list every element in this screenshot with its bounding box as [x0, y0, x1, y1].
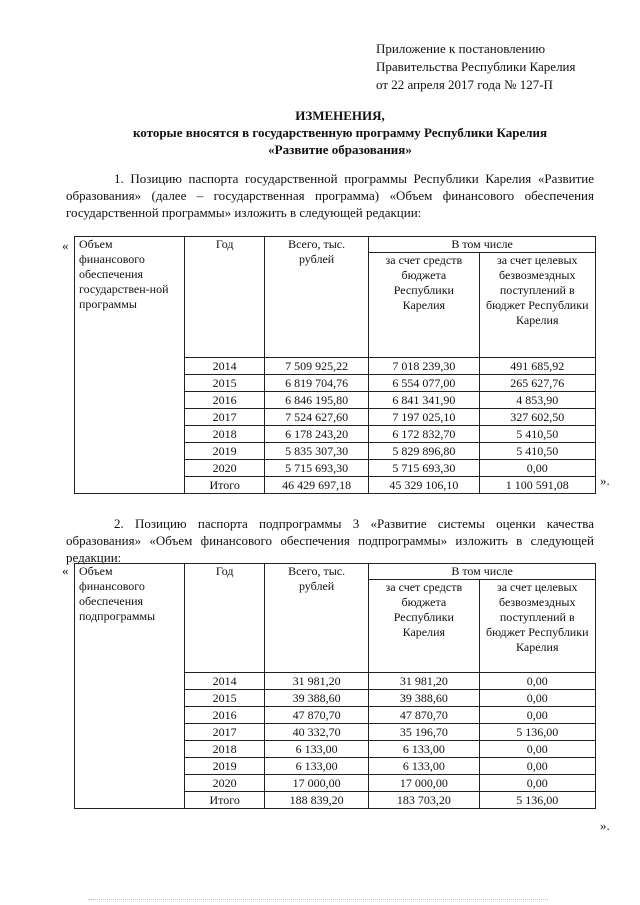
- table1-label-continuation: [75, 375, 185, 392]
- title-line-2: которые вносятся в государственную программу Республики Карелия: [132, 125, 548, 140]
- table2-header-year: Год: [185, 564, 265, 673]
- table1-row: [75, 409, 596, 426]
- table1-quote-open: «: [62, 238, 69, 253]
- table1-cell-budget: 7 197 025,10: [369, 409, 479, 426]
- table2-cell-total: 47 870,70: [265, 707, 369, 724]
- table2-row: [75, 690, 596, 707]
- table1-cell-total: 6 819 704,76: [265, 375, 369, 392]
- table1-label-continuation: [75, 477, 185, 494]
- table1-cell-total: 7 524 627,60: [265, 409, 369, 426]
- table1-header-free: за счет целевых безвозмездных поступлений в бюджет Республики Карелия: [479, 253, 595, 358]
- table2-cell-free: 5 136,00: [479, 792, 595, 809]
- table2-label: Объем финансового обеспечения подпрограммы: [75, 564, 185, 673]
- table2-cell-total: 39 388,60: [265, 690, 369, 707]
- table1-row: [75, 358, 596, 375]
- table2-cell-budget: 31 981,20: [369, 673, 479, 690]
- table2-cell-budget: 183 703,20: [369, 792, 479, 809]
- table1-label-continuation: [75, 358, 185, 375]
- table1-label-continuation: [75, 409, 185, 426]
- table1-row: [75, 460, 596, 477]
- table2-row: [75, 673, 596, 690]
- table2-cell-year: 2018: [185, 741, 265, 758]
- table2-label-continuation: [75, 724, 185, 741]
- table2-cell-free: 5 136,00: [479, 724, 595, 741]
- table1-label-continuation: [75, 460, 185, 477]
- table2-header-including: В том числе: [369, 564, 596, 580]
- table1-cell-free: 5 410,50: [479, 443, 595, 460]
- table2-row: [75, 775, 596, 792]
- table1-header-year: Год: [185, 237, 265, 358]
- table2-cell-budget: 39 388,60: [369, 690, 479, 707]
- table1-label-continuation: [75, 392, 185, 409]
- table2-cell-total: 17 000,00: [265, 775, 369, 792]
- table1-label: Объем финансового обеспечения государствен-ной программы: [75, 237, 185, 358]
- table1-row: [75, 375, 596, 392]
- table1-cell-year: 2019: [185, 443, 265, 460]
- table2-label-continuation: [75, 673, 185, 690]
- table1-cell-budget: 7 018 239,30: [369, 358, 479, 375]
- table2-cell-budget: 47 870,70: [369, 707, 479, 724]
- table2-cell-total: 188 839,20: [265, 792, 369, 809]
- table1-cell-budget: 5 715 693,30: [369, 460, 479, 477]
- table2-cell-year: Итого: [185, 792, 265, 809]
- table2-label-continuation: [75, 792, 185, 809]
- table2-cell-year: 2015: [185, 690, 265, 707]
- table1-cell-budget: 6 554 077,00: [369, 375, 479, 392]
- table1-cell-total: 5 835 307,30: [265, 443, 369, 460]
- table2-cell-year: 2014: [185, 673, 265, 690]
- table1-cell-total: 7 509 925,22: [265, 358, 369, 375]
- table1-cell-year: 2017: [185, 409, 265, 426]
- table2-cell-year: 2020: [185, 775, 265, 792]
- table2-label-continuation: [75, 758, 185, 775]
- table2-cell-free: 0,00: [479, 758, 595, 775]
- table2-cell-total: 31 981,20: [265, 673, 369, 690]
- table2-quote-open: «: [62, 563, 69, 578]
- table2-cell-budget: 6 133,00: [369, 741, 479, 758]
- table2-cell-budget: 6 133,00: [369, 758, 479, 775]
- table1-cell-year: 2016: [185, 392, 265, 409]
- table2-row: [75, 758, 596, 775]
- header-line-3: от 22 апреля 2017 года № 127-П: [376, 77, 553, 92]
- table2-cell-free: 0,00: [479, 690, 595, 707]
- paragraph-1: 1. Позицию паспорта государственной программы Республики Карелия «Развитие образования» (далее – государственная программа) «Объем финансового обеспечения государственной программы» изложить в следующей редакции:: [66, 171, 594, 220]
- paragraph-2: 2. Позицию паспорта подпрограммы 3 «Развитие системы оценки качества образования» «Объем финансового обеспечения подпрограммы» изложить в следующей редакции:: [66, 516, 594, 565]
- table1-cell-total: 5 715 693,30: [265, 460, 369, 477]
- table1-cell-free: 5 410,50: [479, 426, 595, 443]
- table1-cell-free: 0,00: [479, 460, 595, 477]
- table2-cell-free: 0,00: [479, 707, 595, 724]
- table1-label-continuation: [75, 443, 185, 460]
- table1-cell-year: Итого: [185, 477, 265, 494]
- table2-row: [75, 741, 596, 758]
- document-title: [60, 107, 620, 158]
- table1-row: [75, 392, 596, 409]
- table1-cell-year: 2018: [185, 426, 265, 443]
- table2-header-budget: за счет средств бюджета Республики Карелия: [369, 580, 479, 673]
- table1-cell-year: 2014: [185, 358, 265, 375]
- table1-cell-budget: 6 841 341,90: [369, 392, 479, 409]
- table1-cell-year: 2015: [185, 375, 265, 392]
- table1-header-budget: за счет средств бюджета Республики Карелия: [369, 253, 479, 358]
- table2-cell-total: 6 133,00: [265, 758, 369, 775]
- header-line-2: Правительства Республики Карелия: [376, 59, 576, 74]
- table1-cell-total: 6 178 243,20: [265, 426, 369, 443]
- table2-cell-budget: 17 000,00: [369, 775, 479, 792]
- table1-quote-close: ».: [600, 473, 610, 488]
- header-line-1: Приложение к постановлению: [376, 41, 546, 56]
- table1-cell-free: 327 602,50: [479, 409, 595, 426]
- table1-cell-free: 491 685,92: [479, 358, 595, 375]
- table2-cell-free: 0,00: [479, 673, 595, 690]
- table1-cell-total: 46 429 697,18: [265, 477, 369, 494]
- table2-row: [75, 707, 596, 724]
- table1-cell-total: 6 846 195,80: [265, 392, 369, 409]
- table2-label-continuation: [75, 741, 185, 758]
- table2-row: [75, 724, 596, 741]
- funding-table-subprogram: [74, 563, 596, 809]
- table1-cell-budget: 5 829 896,80: [369, 443, 479, 460]
- table1-label-continuation: [75, 426, 185, 443]
- scan-edge-line: [88, 899, 548, 900]
- table2-cell-total: 6 133,00: [265, 741, 369, 758]
- attachment-header: [376, 40, 576, 94]
- table1-row: [75, 426, 596, 443]
- table2-label-continuation: [75, 775, 185, 792]
- table1-header-including: В том числе: [369, 237, 596, 253]
- table1-row: [75, 477, 596, 494]
- table2-cell-year: 2016: [185, 707, 265, 724]
- table2-row: [75, 792, 596, 809]
- table2-label-continuation: [75, 707, 185, 724]
- title-line-1: ИЗМЕНЕНИЯ,: [295, 108, 385, 123]
- table2-cell-year: 2019: [185, 758, 265, 775]
- table1-cell-free: 265 627,76: [479, 375, 595, 392]
- table1-cell-year: 2020: [185, 460, 265, 477]
- table2-cell-budget: 35 196,70: [369, 724, 479, 741]
- table2-cell-year: 2017: [185, 724, 265, 741]
- table1-cell-budget: 6 172 832,70: [369, 426, 479, 443]
- table1-cell-free: 4 853,90: [479, 392, 595, 409]
- funding-table-program: [74, 236, 596, 494]
- title-line-3: «Развитие образования»: [268, 142, 412, 157]
- table2-quote-close: ».: [600, 818, 610, 833]
- table2-header-free: за счет целевых безвозмездных поступлений в бюджет Республики Карелия: [479, 580, 595, 673]
- table1-cell-budget: 45 329 106,10: [369, 477, 479, 494]
- table1-header-total: Всего, тыс. рублей: [265, 237, 369, 358]
- table2-cell-free: 0,00: [479, 741, 595, 758]
- table1-cell-free: 1 100 591,08: [479, 477, 595, 494]
- table2-header-total: Всего, тыс. рублей: [265, 564, 369, 673]
- table2-cell-free: 0,00: [479, 775, 595, 792]
- table2-label-continuation: [75, 690, 185, 707]
- table1-row: [75, 443, 596, 460]
- table2-cell-total: 40 332,70: [265, 724, 369, 741]
